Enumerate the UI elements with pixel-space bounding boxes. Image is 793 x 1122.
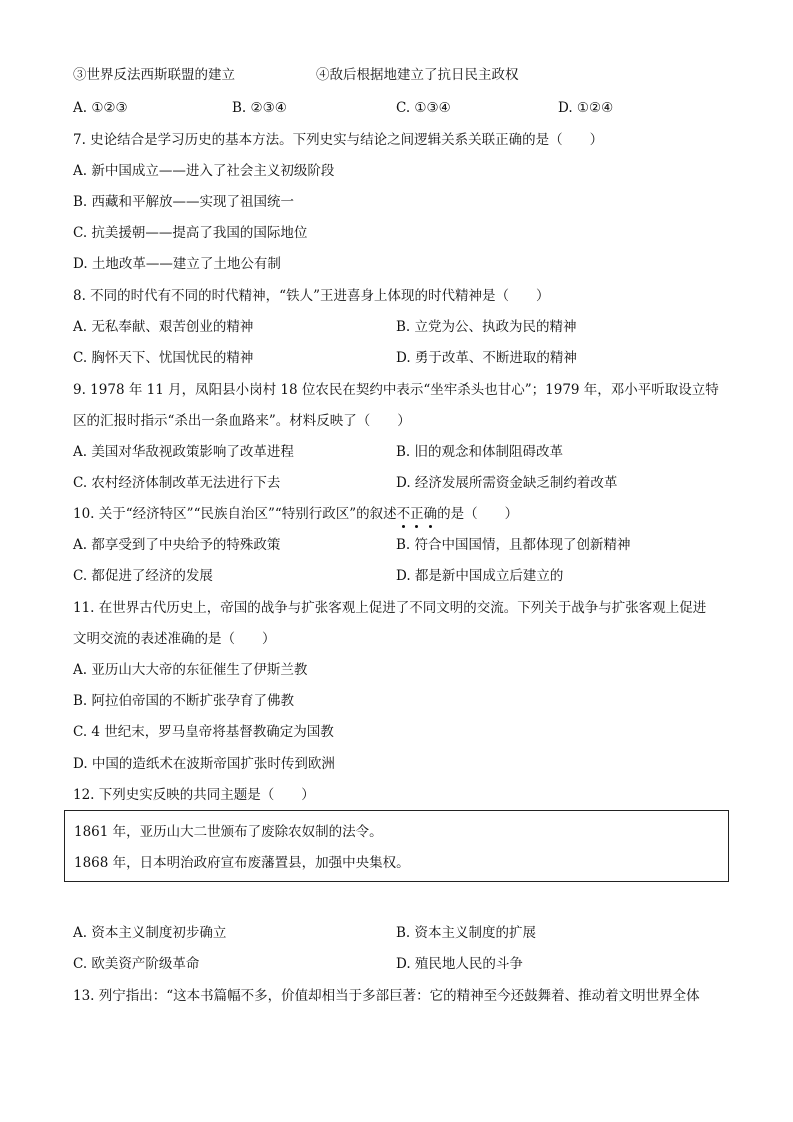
q6-option-b: B. ②③④	[232, 100, 287, 116]
q12-stem: 12. 下列史实反映的共同主题是（ ）	[73, 787, 315, 803]
q12-source-box	[64, 810, 729, 882]
q12-source-line-1: 1861 年，亚历山大二世颁布了废除农奴制的法令。	[74, 824, 383, 840]
q11-stem-line-2: 文明交流的表述准确的是（ ）	[73, 631, 276, 647]
q10-stem-pre: 10. 关于“经济特区”“民族自治区”“特别行政区”的叙述	[73, 506, 397, 522]
q6-item-3: ③世界反法西斯联盟的建立	[73, 67, 235, 83]
q13-stem: 13. 列宁指出：“这本书篇幅不多，价值却相当于多部巨著：它的精神至今还鼓舞着、推动着文明世界全体	[73, 988, 700, 1004]
q8-option-b: B. 立党为公、执政为民的精神	[396, 319, 577, 335]
q7-option-d: D. 土地改革——建立了土地公有制	[73, 256, 281, 272]
q10-stem	[73, 505, 518, 523]
q6-option-c: C. ①③④	[396, 100, 451, 116]
q8-stem: 8. 不同的时代有不同的时代精神，“铁人”王进喜身上体现的时代精神是（ ）	[73, 288, 550, 304]
q10-emphasis-2: 正	[410, 506, 424, 522]
q12-option-a: A. 资本主义制度初步确立	[73, 925, 227, 941]
q12-option-b: B. 资本主义制度的扩展	[396, 925, 537, 941]
q7-option-b: B. 西藏和平解放——实现了祖国统一	[73, 194, 295, 210]
q12-option-c: C. 欧美资产阶级革命	[73, 956, 200, 972]
q10-option-b: B. 符合中国国情，且都体现了创新精神	[396, 537, 631, 553]
q9-option-c: C. 农村经济体制改革无法进行下去	[73, 475, 281, 491]
q8-option-c: C. 胸怀天下、忧国忧民的精神	[73, 350, 254, 366]
q8-option-a: A. 无私奉献、艰苦创业的精神	[73, 319, 254, 335]
q10-option-d: D. 都是新中国成立后建立的	[396, 568, 564, 584]
q6-option-d: D. ①②④	[558, 100, 614, 116]
q10-option-a: A. 都享受到了中央给予的特殊政策	[73, 537, 281, 553]
q9-stem-line-1: 9. 1978 年 11 月，凤阳县小岗村 18 位农民在契约中表示“坐牢杀头也甘心”；1979 年，邓小平听取设立特	[73, 382, 719, 398]
q10-emphasis-3: 确	[423, 506, 438, 522]
q7-option-c: C. 抗美援朝——提高了我国的国际地位	[73, 225, 308, 241]
q11-option-b: B. 阿拉伯帝国的不断扩张孕育了佛教	[73, 693, 295, 709]
q8-option-d: D. 勇于改革、不断进取的精神	[396, 350, 577, 366]
q7-stem: 7. 史论结合是学习历史的基本方法。下列史实与结论之间逻辑关系关联正确的是（ ）	[73, 132, 604, 148]
q11-option-d: D. 中国的造纸术在波斯帝国扩张时传到欧洲	[73, 756, 335, 772]
q7-option-a: A. 新中国成立——进入了社会主义初级阶段	[73, 163, 335, 179]
q9-stem-line-2: 区的汇报时指示“杀出一条血路来”。材料反映了（ ）	[73, 413, 411, 429]
q11-option-c: C. 4 世纪末，罗马皇帝将基督教确定为国教	[73, 724, 334, 740]
q10-stem-post: 的是（ ）	[437, 506, 519, 522]
q11-stem-line-1: 11. 在世界古代历史上，帝国的战争与扩张客观上促进了不同文明的交流。下列关于战争与扩张客观上促进	[73, 600, 707, 616]
q6-option-a: A. ①②③	[73, 100, 128, 116]
q9-option-b: B. 旧的观念和体制阻碍改革	[396, 444, 564, 460]
q11-option-a: A. 亚历山大大帝的东征催生了伊斯兰教	[73, 662, 308, 678]
q10-option-c: C. 都促进了经济的发展	[73, 568, 213, 584]
q10-emphasis-1: 不	[396, 506, 411, 522]
q6-item-4: ④敌后根据地建立了抗日民主政权	[316, 67, 519, 83]
q9-option-d: D. 经济发展所需资金缺乏制约着改革	[396, 475, 618, 491]
q12-source-line-2: 1868 年，日本明治政府宣布废藩置县，加强中央集权。	[74, 855, 410, 871]
q12-option-d: D. 殖民地人民的斗争	[396, 956, 523, 972]
q9-option-a: A. 美国对华敌视政策影响了改革进程	[73, 444, 294, 460]
